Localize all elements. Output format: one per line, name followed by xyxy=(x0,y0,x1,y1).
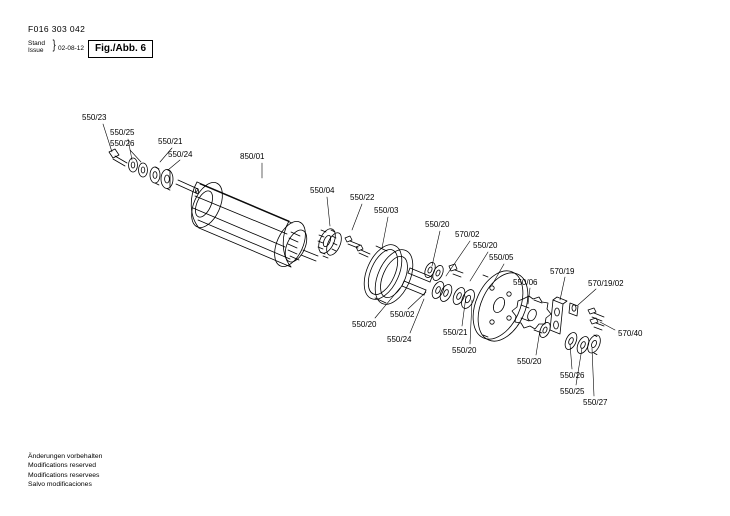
footer-line-es: Salvo modificaciones xyxy=(28,480,92,488)
stand-label: Stand xyxy=(28,40,45,47)
footer-disclaimer xyxy=(28,452,102,489)
brace-glyph: } xyxy=(52,37,56,52)
callout-550-20-c: 550/20 xyxy=(517,357,542,366)
part-number: F016 303 042 xyxy=(28,24,86,34)
callout-550-20-e: 550/20 xyxy=(352,320,377,329)
callout-550-20-d: 550/20 xyxy=(452,346,477,355)
callout-550-20-a: 550/20 xyxy=(425,220,450,229)
callout-550-20-b: 550/20 xyxy=(473,241,498,250)
callout-570-02: 570/02 xyxy=(455,230,480,239)
callout-550-24-a: 550/24 xyxy=(168,150,193,159)
footer-line-en: Modifications reserved xyxy=(28,462,96,470)
callout-550-27: 550/27 xyxy=(583,398,608,407)
callout-550-22: 550/22 xyxy=(350,193,375,202)
callout-550-25-b: 550/25 xyxy=(560,387,585,396)
callout-850-01: 850/01 xyxy=(240,152,265,161)
callout-550-03: 550/03 xyxy=(374,206,399,215)
callout-550-24-b: 550/24 xyxy=(387,335,412,344)
callout-550-02: 550/02 xyxy=(390,310,415,319)
callout-550-25-a: 550/25 xyxy=(110,128,135,137)
callout-550-26-b: 550/26 xyxy=(560,371,585,380)
callout-550-26-a: 550/26 xyxy=(110,139,135,148)
callout-550-05: 550/05 xyxy=(489,253,514,262)
figure-label: Fig./Abb. 6 xyxy=(88,40,153,58)
callout-550-23: 550/23 xyxy=(82,113,107,122)
revision-date: 02-08-12 xyxy=(58,45,85,52)
callout-550-21-a: 550/21 xyxy=(158,137,183,146)
footer-line-de: Änderungen vorbehalten xyxy=(28,453,103,460)
footer-line-fr: Modifications reservees xyxy=(28,471,100,479)
callout-570-19: 570/19 xyxy=(550,267,575,276)
callout-550-21-b: 550/21 xyxy=(443,328,468,337)
callout-550-04: 550/04 xyxy=(310,186,335,195)
callout-570-40: 570/40 xyxy=(618,329,643,338)
issue-label: Issue xyxy=(28,47,44,54)
callout-550-06: 550/06 xyxy=(513,278,538,287)
callout-570-19-02: 570/19/02 xyxy=(588,279,624,288)
